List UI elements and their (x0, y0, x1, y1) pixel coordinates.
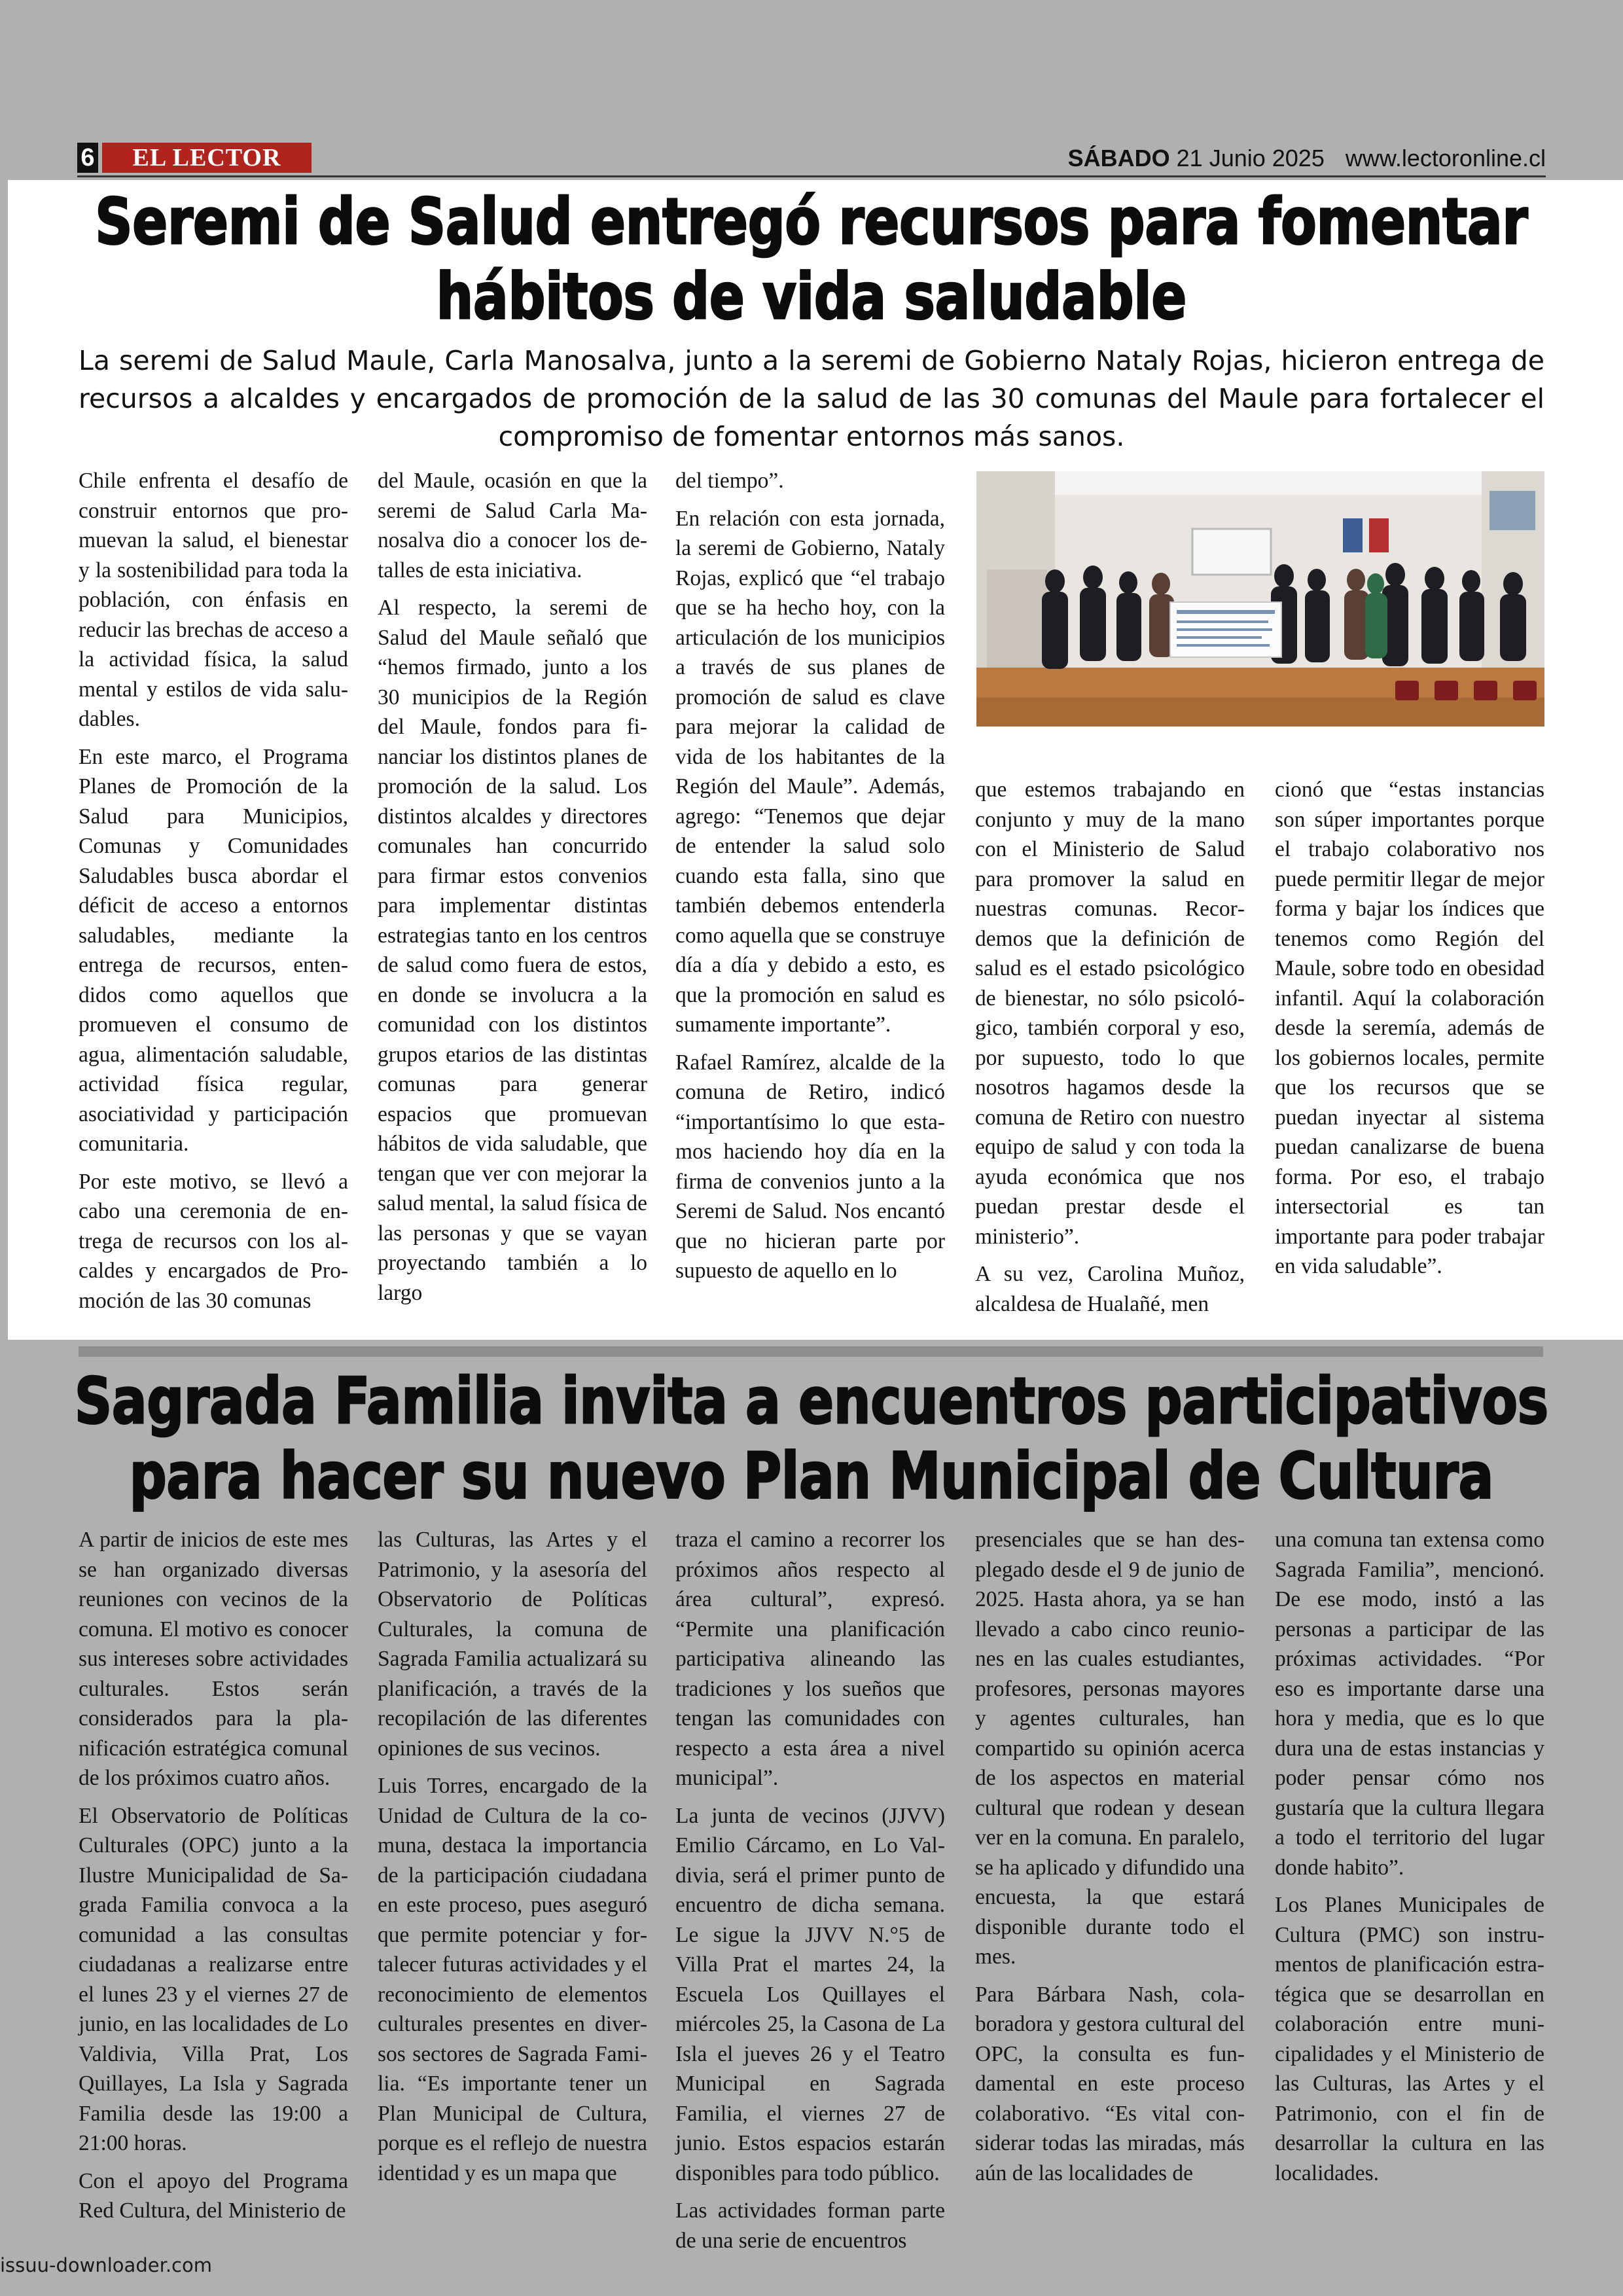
paragraph: En este marco, el Programa Planes de Promoción de la Salud para Municipios, Comunas y Comunidades Saludables busca abordar el déficit de acceso a entornos saludables, mediante la entrega de recursos, entendidos como aquellos que promueven el consumo de agua, alimentación saludable, actividad física regular, asociatividad y participación comunitaria. (79, 744, 348, 1156)
article-2-column-3 (675, 1525, 945, 2263)
paragraph: Rafael Ramírez, alcalde de la comuna de Retiro, indicó “importantísimo lo que estamos haciendo hoy día en la firma de convenios junto a la Seremi de Salud. Nos encantó que no hicieran parte por supuesto de aquello en lo (675, 1050, 945, 1283)
paragraph: presenciales que se han desplegado desde el 9 de junio de 2025. Hasta ahora, ya se han llevado a cabo cinco reuniones en las cuales estudiantes, profesores, personas mayores y agentes culturales, han compartido su opinión acerca de los aspectos en material cultural que rodean y desean ver en la comuna. En paralelo, se ha aplicado y difundido una encuesta, la que estará disponible durante todo el mes. (975, 1528, 1245, 1969)
article-2-column-1 (79, 1525, 348, 2234)
dateline-date: 21 Junio 2025 (1176, 145, 1325, 171)
paragraph: Por este motivo, se llevó a cabo una ceremonia de entrega de recursos con los alcaldes y encargados de Promoción de las 30 comunas (79, 1169, 348, 1313)
article-divider (79, 1346, 1543, 1357)
article-2-column-4 (975, 1525, 1245, 2196)
watermark: issuu-downloader.com (0, 2254, 212, 2276)
paragraph: cionó que “estas instancias son súper importantes porque el trabajo colaborativo nos puede permitir llegar de mejor forma y bajar los índices que tenemos como Región del Maule, sobre todo en obesidad infantil. Aquí la colaboración desde la seremía, además de los gobiernos locales, permite que los recursos que se puedan inyectar al sistema puedan canalizarse de buena forma. Por eso, el trabajo intersectorial es tan importante para poder trabajar en vida saludable”. (1275, 778, 1544, 1278)
article-2-headline: Sagrada Familia invita a encuentros participativos para hacer su nuevo Plan Municipal de Cultura (74, 1364, 1549, 1513)
article-2-column-2 (378, 1525, 647, 2196)
article-1-column-5 (1275, 775, 1544, 1289)
dateline-day: SÁBADO (1067, 145, 1170, 171)
paragraph: La junta de vecinos (JJVV) Emilio Cárcamo, en Lo Valdivia, será el primer punto de encuentro de dicha semana. Le sigue la JJVV N.°5 de Villa Prat el martes 24, la Escuela Los Quillayes el miércoles 25, la Casona de La Isla el jueves 26 y el Teatro Municipal en Sagrada Familia, el viernes 27 de junio. Estos espacios estarán disponibles para todo público. (675, 1803, 945, 2185)
paragraph: Los Planes Municipales de Cultura (PMC) son instrumentos de planificación estratégica que se desarrollan en colaboración entre municipalidades y el Ministerio de las Culturas, las Artes y el Patrimonio, con el fin de desarrollar la cultura en las localidades. (1275, 1893, 1544, 2185)
paragraph: En relación con esta jornada, la seremi de Gobierno, Nataly Rojas, explicó que “el trabajo que se ha hecho hoy, con la articulación de los municipios a través de sus planes de promoción de salud es clave para mejorar la calidad de vida de los habitantes de la Región del Maule”. Además, agrego: “Tenemos que dejar de entender la salud solo cuando esta falla, sino que también debemos entenderla como aquella que se construye día a día y debido a esto, es que la promoción en salud es sumamente importante”. (675, 506, 945, 1037)
paragraph: una comuna tan extensa como Sagrada Familia”, mencionó. De ese modo, instó a las personas a participar de las próximas actividades. “Por eso es importante darse una hora y media, que es lo que dura una de estas instancias y poder pensar cómo nos gustaría que la cultura llegara a todo el territorio del lugar donde habito”. (1275, 1528, 1544, 1880)
paragraph: A partir de inicios de este mes se han organizado diversas reuniones con vecinos de la comuna. El motivo es conocer sus intereses sobre actividades culturales. Estos serán considerados para la planificación estratégica comunal de los próximos cuatro años. (79, 1528, 348, 1790)
newspaper-logo: EL LECTOR (102, 143, 312, 173)
paragraph: del tiempo”. (675, 469, 784, 493)
article-1-column-4 (975, 775, 1245, 1327)
article-1-column-2 (378, 466, 647, 1316)
article-2-column-5 (1275, 1525, 1544, 2196)
paragraph: del Maule, ocasión en que la seremi de Salud Carla Manosalva dio a conocer los detalles de esta iniciativa. (378, 469, 647, 583)
masthead (77, 139, 1546, 177)
article-1-headline: Seremi de Salud entregó recursos para fomentar hábitos de vida saludable (95, 185, 1528, 334)
paragraph: Al respecto, la seremi de Salud del Maule señaló que “hemos firmado, junto a los 30 municipios de la Región del Maule, fondos para financiar los distintos planes de promoción de la salud. Los distintos alcaldes y directores comunales han concurrido para firmar estos convenios para implementar distintas estrategias tanto en los centros de salud como fuera de estos, en donde se involucra a la comunidad con los distintos grupos etarios de las distintas comunas para generar espacios que promuevan hábitos de vida saludable, que tengan que ver con mejorar la salud mental, la salud física de las personas y que se vayan proyectando también a lo largo (378, 596, 647, 1305)
paragraph: las Culturas, las Artes y el Patrimonio, y la asesoría del Observatorio de Políticas Culturales, la comuna de Sagrada Familia actualizará su planificación, a través de la recopilación de las diferentes opiniones de sus vecinos. (378, 1528, 647, 1761)
paragraph: traza el camino a recorrer los próximos años respecto al área cultural”, expresó. “Permite una planificación participativa alineando las tradiciones y los sueños que tengan las comunidades con respecto a esta área a nivel municipal”. (675, 1528, 945, 1790)
group-photo (976, 471, 1544, 726)
paragraph: Las actividades forman parte de una serie de encuentros (675, 2198, 945, 2253)
paragraph: que estemos trabajando en conjunto y muy de la mano con el Ministerio de Salud para promover la salud en nuestras comunas. Recordemos que la definición de salud es el estado psicológico de bienestar, no sólo psicológico, también corporal y eso, por supuesto, todo lo que nosotros hagamos desde la comuna de Retiro con nuestro equipo de salud y con toda la ayuda económica que nos puedan prestar desde el ministerio”. (975, 778, 1245, 1249)
paragraph: A su vez, Carolina Muñoz, alcaldesa de Hualañé, men (975, 1262, 1245, 1316)
article-1-column-1 (79, 466, 348, 1323)
paragraph: Para Bárbara Nash, colaboradora y gestora cultural del OPC, la consulta es fundamental en este proceso colaborativo. “Es vital considerar todas las miradas, más aún de las localidades de (975, 1982, 1245, 2185)
paragraph: Luis Torres, encargado de la Unidad de Cultura de la comuna, destaca la importancia de la participación ciudadana en este proceso, pues aseguró que permite potenciar y fortalecer futuras actividades y el reconocimiento de elementos culturales presentes en diversos sectores de Sagrada Familia. “Es importante tener un Plan Municipal de Cultura, porque es el reflejo de nuestra identidad y es un mapa que (378, 1774, 647, 2185)
paragraph: Con el apoyo del Programa Red Cultura, del Ministerio de (79, 2168, 348, 2223)
website-url[interactable]: www.lectoronline.cl (1345, 145, 1546, 171)
page-number: 6 (77, 143, 98, 173)
dateline (1068, 144, 1546, 173)
paragraph: El Observatorio de Políticas Culturales (OPC) junto a la Ilustre Municipalidad de Sagrada Familia convoca a la comunidad a las consultas ciudadanas a realizarse entre el lunes 23 y el viernes 27 de junio, en las localidades de Lo Valdivia, Villa Prat, Los Quillayes, La Isla y Sagrada Familia desde las 19:00 a 21:00 horas. (79, 1803, 348, 2155)
article-1-deck: La seremi de Salud Maule, Carla Manosalva, junto a la seremi de Gobierno Nataly Rojas, hicieron entrega de recursos a alcaldes y encargados de promoción de la salud de las 30 comunas del Maule para fortalecer el compromiso de fomentar entornos más sanos. (79, 345, 1544, 452)
paragraph: Chile enfrenta el desafío de construir entornos que promuevan la salud, el bienestar y la sostenibilidad para toda la población, con énfasis en reducir las brechas de acceso a la actividad física, la salud mental y estilos de vida saludables. (79, 469, 348, 731)
article-1-column-3 (675, 466, 945, 1294)
